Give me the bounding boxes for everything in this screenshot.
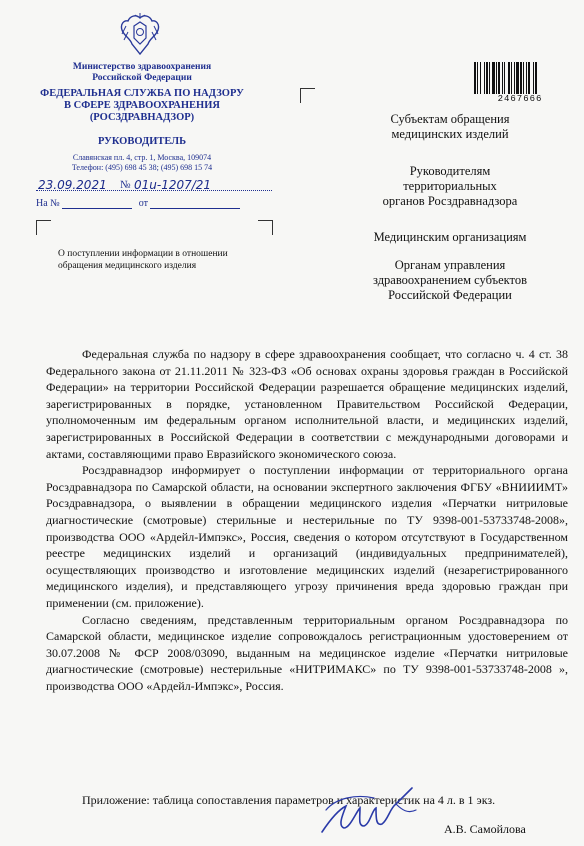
subject-corner-left bbox=[36, 220, 51, 235]
reference-line bbox=[36, 198, 240, 209]
coat-of-arms-icon bbox=[118, 12, 162, 58]
ministry-name: Министерство здравоохранения Российской Федерации bbox=[72, 62, 212, 83]
addressee-4: Органам управления здравоохранением субъектов Российской Федерации bbox=[372, 258, 527, 302]
letter-subject: О поступлении информации в отношении обращения медицинского изделия bbox=[58, 249, 228, 271]
letter-body bbox=[46, 346, 568, 694]
addressee-1: Субъектам обращения медицинских изделий bbox=[390, 112, 510, 141]
service-name: ФЕДЕРАЛЬНАЯ СЛУЖБА ПО НАДЗОРУ В СФЕРЕ ЗДРАВООХРАНЕНИЯ (РОСЗДРАВНАДЗОР) bbox=[40, 88, 244, 123]
head-title: РУКОВОДИТЕЛЬ bbox=[97, 136, 187, 147]
barcode bbox=[474, 62, 566, 94]
reference-label: На № bbox=[36, 198, 60, 209]
registration-line bbox=[36, 178, 272, 194]
attachment-note: Приложение: таблица сопоставления параметров и характеристик на 4 л. в 1 экз. bbox=[82, 793, 496, 807]
barcode-number: 2467666 bbox=[497, 94, 543, 104]
reference-from-label: от bbox=[138, 198, 148, 209]
addressee-3: Медицинским организациям bbox=[373, 230, 527, 244]
handwritten-signature bbox=[316, 780, 426, 842]
signer-name: А.В. Самойлова bbox=[444, 822, 526, 836]
address-corner-left bbox=[300, 88, 315, 103]
reference-number-field bbox=[62, 198, 132, 209]
service-address: Славянская пл. 4, стр. 1, Москва, 109074 Телефон: (495) 698 45 38; (495) 698 15 74 bbox=[71, 153, 213, 172]
registration-no-label: № bbox=[120, 179, 131, 191]
addressee-2: Руководителям территориальных органов Росздравнадзора bbox=[382, 164, 518, 208]
registration-date: 23.09.2021 bbox=[38, 178, 107, 192]
barcode-bar bbox=[537, 62, 538, 94]
paragraph-1: Федеральная служба по надзору в сфере здравоохранения сообщает, что согласно ч. 4 ст. 38 Федерального закона от 21.11.2011 № 323-ФЗ «Об основах охраны здоровья граждан в Российской Федерации» на территории Российской Федерации разрешается обращение медицинских изделий, зарегистрированных в порядке, установленном Правительством Российской Федерации, уполномоченным им федеральным органом исполнительной власти, и медицинских изделий, зарегистрированных в Российской Федерации в соответствии с международными договорами и актами, составляющими право Евразийского экономического союза. bbox=[46, 347, 568, 461]
registration-number: 01u-1207/21 bbox=[134, 178, 212, 192]
paragraph-2: Росздравнадзор информирует о поступлении информации от территориального органа Росздравнадзора по Самарской области, на основании экспертного заключения ФГБУ «ВНИИИМТ» Росздравнадзора, о выявлении в обращении медицинского изделия «Перчатки нитриловые диагностические (смотровые) стерильные и нестерильные по ТУ 9398-001-53733748-2008», производства ООО «Ардейл-Импэкс», Россия, сведения о котором отсутствуют в Государственном реестре медицинских изделий и организаций (индивидуальных предпринимателей), осуществляющих производство и изготовление медицинских изделий (незарегистрированного медицинского изделия), и представляющего угрозу причинения вреда здоровью граждан при применении (см. приложение). bbox=[46, 463, 568, 610]
subject-corner-right bbox=[258, 220, 273, 235]
reference-date-field bbox=[150, 198, 240, 209]
paragraph-3: Согласно сведениям, представленным территориальным органом Росздравнадзора по Самарской области, медицинское изделие сопровождалось регистрационным удостоверением от 30.07.2008 № ФСР 2008/03090, выданным на медицинское изделие «Перчатки нитриловые диагностические (смотровые) нестерильные «НИТРИМАКС» по ТУ 9398-001-53733748-2008 », производства ООО «Ардейл-Импэкс», Россия. bbox=[46, 612, 568, 693]
